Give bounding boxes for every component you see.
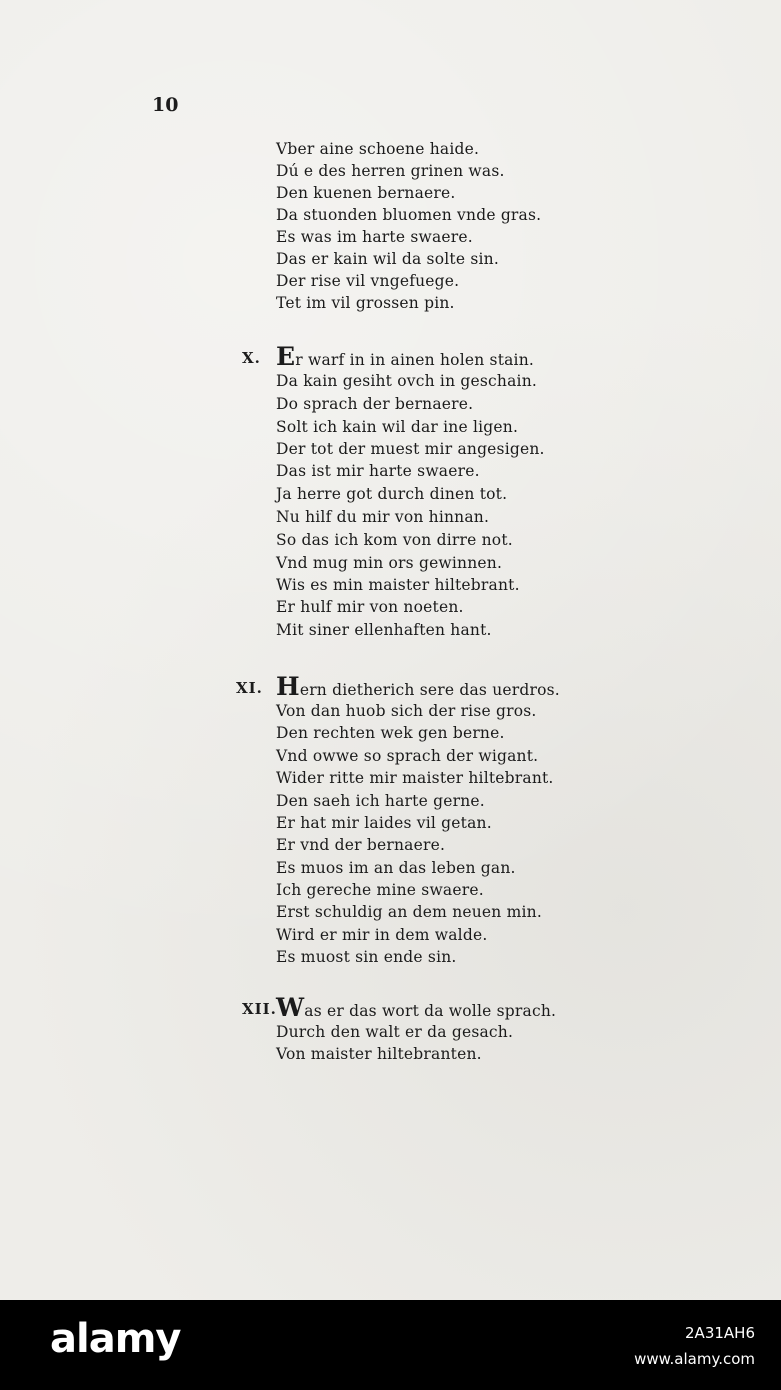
verse-line: Mit siner ellenhaften hant.: [276, 621, 492, 639]
first-line-text: r warf in in ainen holen stain.: [295, 351, 535, 369]
verse-line: Den kuenen bernaere.: [276, 184, 456, 202]
verse-line: Vber aine schoene haide.: [276, 140, 480, 158]
site-url: www.alamy.com: [634, 1350, 755, 1368]
verse-line: Solt ich kain wil dar ine ligen.: [276, 418, 519, 436]
brand-logo: alamy: [50, 1316, 181, 1362]
drop-initial: E: [276, 342, 296, 371]
verse-line: Erst schuldig an dem neuen min.: [276, 903, 542, 921]
verse-line: Der tot der muest mir angesigen.: [276, 440, 545, 458]
verse-line: Den rechten wek gen berne.: [276, 724, 505, 742]
verse-line: Da kain gesiht ovch in geschain.: [276, 372, 538, 390]
verse-line: Von dan huob sich der rise gros.: [276, 702, 537, 720]
first-line-text: as er das wort da wolle sprach.: [304, 1002, 557, 1020]
stanza-numeral: X.: [242, 349, 261, 367]
stanza-first-line: [276, 672, 560, 701]
verse-line: Er hat mir laides vil getan.: [276, 814, 492, 832]
verse-line: Ja herre got durch dinen tot.: [276, 485, 508, 503]
verse-line: Wird er mir in dem walde.: [276, 926, 488, 944]
stanza-numeral: XI.: [236, 679, 263, 697]
verse-line: Der rise vil vngefuege.: [276, 272, 460, 290]
verse-line: Das ist mir harte swaere.: [276, 462, 480, 480]
verse-line: Den saeh ich harte gerne.: [276, 792, 485, 810]
verse-line: Vnd mug min ors gewinnen.: [276, 554, 503, 572]
page-number: 10: [152, 94, 179, 116]
verse-line: Er vnd der bernaere.: [276, 836, 446, 854]
stanza-first-line: [276, 993, 557, 1022]
verse-line: Do sprach der bernaere.: [276, 395, 474, 413]
verse-line: Tet im vil grossen pin.: [276, 294, 455, 312]
first-line-text: ern dietherich sere das uerdros.: [299, 681, 560, 699]
verse-line: Es muost sin ende sin.: [276, 948, 457, 966]
image-id: 2A31AH6: [685, 1324, 755, 1342]
verse-line: Nu hilf du mir von hinnan.: [276, 508, 490, 526]
verse-line: Ich gereche mine swaere.: [276, 881, 484, 899]
verse-line: Vnd owwe so sprach der wigant.: [276, 747, 539, 765]
stanza-first-line: [276, 342, 535, 371]
stanza-numeral: XII.: [242, 1000, 277, 1018]
verse-line: So das ich kom von dirre not.: [276, 531, 513, 549]
verse-line: Es was im harte swaere.: [276, 228, 473, 246]
verse-line: Durch den walt er da gesach.: [276, 1023, 514, 1041]
drop-initial: H: [276, 672, 300, 701]
verse-line: Das er kain wil da solte sin.: [276, 250, 499, 268]
image-credit: [634, 1320, 755, 1372]
verse-line: Es muos im an das leben gan.: [276, 859, 516, 877]
verse-line: Wis es min maister hiltebrant.: [276, 576, 520, 594]
drop-initial: W: [276, 993, 305, 1022]
verse-line: Wider ritte mir maister hiltebrant.: [276, 769, 554, 787]
verse-line: Dú e des herren grinen was.: [276, 162, 505, 180]
verse-line: Da stuonden bluomen vnde gras.: [276, 206, 542, 224]
verse-line: Von maister hiltebranten.: [276, 1045, 482, 1063]
watermark-banner: [0, 1300, 781, 1390]
verse-line: Er hulf mir von noeten.: [276, 598, 464, 616]
